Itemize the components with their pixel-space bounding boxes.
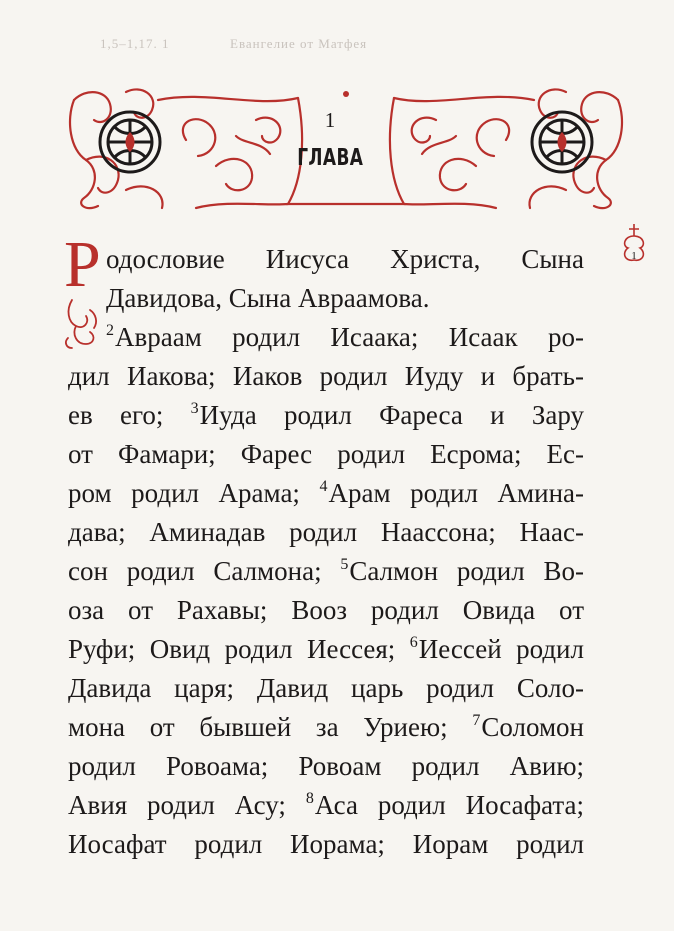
verse-number: 7 (472, 712, 481, 729)
verse-text: Авраам родил Исаака; Исаак ро- (115, 322, 584, 352)
verse-text: Соломон (481, 712, 584, 742)
text-line (68, 474, 584, 513)
verse-text: мона от бывшей за Уриею; (68, 712, 473, 742)
verse-text: Салмон родил Во- (349, 556, 584, 586)
verse-text: ев его; (68, 400, 191, 430)
verse-number: 8 (305, 790, 314, 807)
verse-text: Иуда родил Фареса и Зару (199, 400, 584, 430)
text-line: дава; Аминадав родил Наассона; Наас- (68, 517, 584, 547)
text-line: Иосафат родил Иорама; Иорам родил (68, 829, 584, 859)
text-line (106, 318, 584, 357)
chapter-number: 1 (324, 108, 336, 132)
verse-number: 3 (190, 400, 199, 417)
text-line: одословие Иисуса Христа, Сына (106, 244, 584, 274)
margin-cross-icon (619, 222, 649, 272)
text-line: дил Иакова; Иаков родил Иуду и брать- (68, 361, 584, 391)
text-line (68, 552, 584, 591)
verse-text: Авия родил Асу; (68, 790, 306, 820)
verse-text: Аса родил Иосафата; (314, 790, 584, 820)
text-line: родил Ровоама; Ровоам родил Авию; (68, 751, 584, 781)
verse-text: Арам родил Амина- (328, 478, 584, 508)
verse-number: 2 (106, 322, 114, 339)
verse-text: сон родил Салмона; (68, 556, 341, 586)
text-line: от Фамари; Фарес родил Есрома; Ес- (68, 439, 584, 469)
text-line: Давида царя; Давид царь родил Соло- (68, 673, 584, 703)
text-line: Давидова, Сына Авраамова. (106, 283, 430, 313)
verse-text: ром родил Арама; (68, 478, 320, 508)
dropcap-letter: Р (64, 228, 101, 301)
bleed-through-left-ref: 1,5–1,17. 1 (100, 36, 170, 51)
text-line (68, 630, 584, 669)
verse-number: 6 (409, 634, 418, 651)
text-line (68, 396, 584, 435)
verse-text: Иессей родил (418, 634, 584, 664)
verse-number: 5 (340, 556, 349, 573)
text-line: оза от Рахавы; Вооз родил Овида от (68, 595, 584, 625)
verse-number: 4 (319, 478, 328, 495)
bleed-through-title: Евангелие от Матфея (230, 36, 368, 51)
verse-text: Руфи; Овид родил Иессея; (68, 634, 410, 664)
text-line (68, 786, 584, 825)
margin-note-number: 1 (631, 250, 637, 262)
chapter-label: ГЛАВА (297, 145, 364, 171)
text-line (68, 708, 584, 747)
